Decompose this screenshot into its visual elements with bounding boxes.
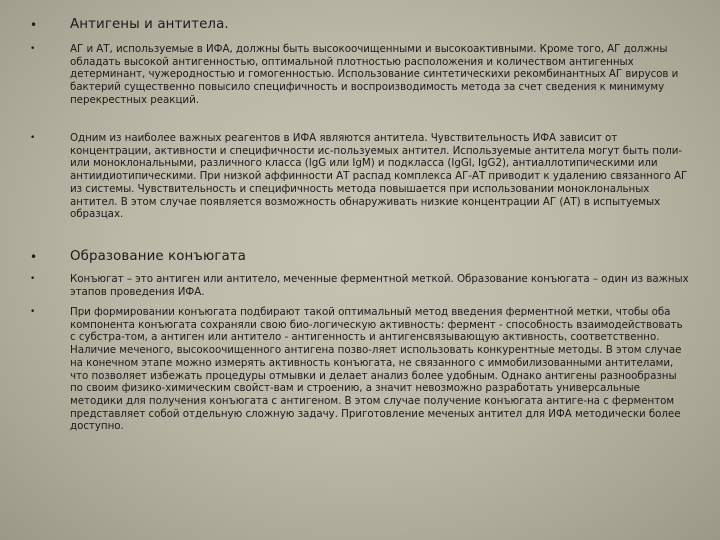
- heading-conjugate-formation: Образование конъюгата: [70, 249, 246, 264]
- bullet-marker: •: [30, 274, 36, 284]
- paragraph-conjugate-method: При формировании конъюгата подбирают такой оптимальный метод введения ферментной метки, чтобы оба компонента конъюгата сохраняли свою био-логическую активность: фермент - способность взаимодействовать с субстра-том, а антиген или антитело - антигенность и антигенсвязывающую активность, соответственно. Наличие меченого, высокоочищенного антигена позво-ляет использовать конкурентные методы. В этом случае на конечном этапе можно измерять активность конъюгата, не связанного с иммобилизованными антителами, что позволяет избежать процедуры отмывки и делает анализ более удобным. Однако антигены разнообразны по своим физико-химическим свойст-вам и строению, а значит невозможно разработать универсальные методики для получения конъюгата с антигеном. В этом случае получение конъюгата антиге-на с ферментом представляет собой отдельную сложную задачу. Приготовление меченых антител для ИФА методически более доступно.: [70, 306, 683, 433]
- bullet-paragraph-requirements: [30, 43, 690, 123]
- paragraph-antibodies: Одним из наиболее важных реагентов в ИФА являются антитела. Чувствительность ИФА зависит от концентрации, активности и специфичности ис-пользуемых антител. Используемые антитела могут быть поли- или моноклональными, различного класса (IgG или IgM) и подкласса (IgGl, IgG2), антиаллотипическими или антиидиотипическими. При низкой аффинности АТ распад комплекса АГ-АТ приводит к удалению связанного АГ из системы. Чувствительность и специфичность метода повышается при использовании моноклональных антител. В этом случае появляется возможность обнаруживать низкие концентрации АГ (АТ) в испытуемых образцах.: [70, 132, 688, 221]
- paragraph-requirements: АГ и АТ, используемые в ИФА, должны быть высокоочищенными и высокоактивными. Кроме того, АГ должны обладать высокой антигенностью, оптимальной плотностью расположения и количеством антигенных детерминант, чужеродностью и гомогенностью. Использование синтетическихи рекомбинантных АГ вирусов и бактерий существенно повысило специфичность и воспроизводимость метода за счет сведения к минимуму перекрестных реакций.: [70, 43, 679, 106]
- bullet-paragraph-antibodies: [30, 132, 690, 244]
- bullet-paragraph-conjugate-method: [30, 306, 690, 466]
- bullet-marker: •: [30, 133, 36, 143]
- bullet-marker: •: [30, 307, 36, 317]
- bullet-heading-antigens: [30, 17, 690, 35]
- bullet-marker: •: [30, 18, 38, 32]
- paragraph-conjugate-definition: Конъюгат – это антиген или антитело, меченные ферментной меткой. Образование конъюгата – один из важных этапов проведения ИФА.: [70, 273, 689, 298]
- bullet-heading-conjugate: [30, 249, 690, 267]
- bullet-marker: •: [30, 44, 36, 54]
- bullet-marker: •: [30, 250, 38, 264]
- heading-antigens-antibodies: Антигены и антитела.: [70, 17, 229, 32]
- bullet-paragraph-conjugate-definition: [30, 273, 690, 299]
